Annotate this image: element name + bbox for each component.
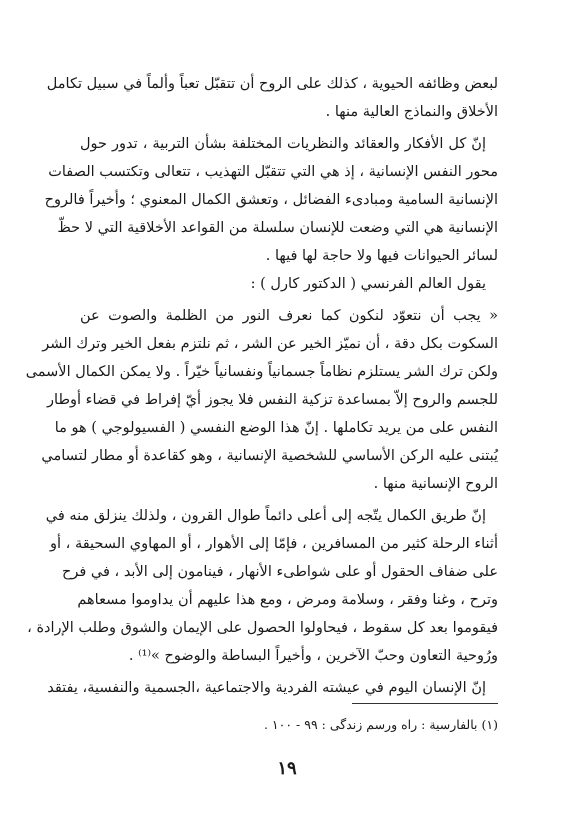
text-line: يُبتنى عليه الركن الأساسي للشخصية الإنسانية ، وهو كقاعدة أو مطار لتسامي: [41, 448, 498, 464]
text-line: لسائر الحيوانات فيها ولا حاجة لها فيها .: [265, 248, 498, 264]
footnote: (١) بالفارسية : راه ورسم زندگی : ٩٩ - ١٠٠ .: [263, 717, 498, 732]
text-line: إنّ الإنسان اليوم في عيشته الفردية والاجتماعية ،الجسمية والنفسية، يفتقد: [47, 680, 486, 696]
text-line: محور النفس الإنسانية ، إذ هي التي تتقبّل التهذيب ، تتعالى وتكتسب الصفات: [48, 164, 498, 180]
text-line: النفس على من يريد تكاملها . إنّ هذا الوضع النفسي ( الفسيولوجي ) هو ما: [54, 420, 498, 436]
text-line: الروح الإنسانية منها .: [373, 476, 498, 492]
text-line: الإنسانية السامية ومبادىء الفضائل ، وتعشق الكمال المعنوي ؛ وأخيراً فالروح: [44, 192, 498, 208]
text-line: الأخلاق والنماذج العالية منها .: [325, 104, 498, 120]
text-line: للجسم والروح إلاّ بمساعدة تزكية النفس فلا يجوز أيّ إفراط في قضاء أوطار: [47, 392, 498, 408]
page-number: ١٩: [277, 758, 297, 779]
text-line: فيقوموا بعد كل سقوط ، فيحاولوا الحصول على الإيمان والشوق وطلب الإرادة ،: [27, 620, 498, 636]
text-line: ورُوحية التعاون وحبّ الآخرين ، وأخيراً البساطة والوضوح »⁽¹⁾ .: [128, 648, 498, 664]
text-line: ولكن ترك الشر يستلزم نظاماً جسمانياً ونفسانياً خيّراً . ولا يمكن الكمال الأسمى: [25, 364, 498, 380]
text-line: لبعض وظائفه الحيوية ، كذلك على الروح أن تتقبّل تعباً وألماً في سبيل تكامل: [46, 76, 498, 92]
text-line: أثناء الرحلة كثير من المسافرين ، فإمّا إلى الأهوار ، أو المهاوي السحيقة ، أو: [50, 536, 498, 552]
text-line: السكوت بكل دقة ، أن نميّز الخير عن الشر ، ثم نلتزم بفعل الخير وترك الشر: [42, 336, 498, 352]
footnote-divider: [352, 703, 498, 704]
text-line: إنّ طريق الكمال يتّجه إلى أعلى دائماً طوال القرون ، ولذلك ينزلق منه في: [45, 508, 486, 524]
text-line: « يجب أن نتعوّد لنكون كما نعرف النور من الظلمة والصوت عن: [80, 308, 498, 324]
text-line: يقول العالم الفرنسي ( الدكتور كارل ) :: [250, 276, 486, 292]
text-line: على ضفاف الحقول أو على شواطىء الأنهار ، فينامون إلى الأبد ، في فرح: [62, 564, 498, 580]
text-line: وترح ، وغنا وفقر ، وسلامة ومرض ، ومع هذا عليهم أن يداوموا مسعاهم: [77, 592, 498, 608]
text-line: الإنسانية هي التي وضعت للإنسان سلسلة من القواعد الأخلاقية التي لا حظّ: [57, 220, 498, 236]
text-line: إنّ كل الأفكار والعقائد والنظريات المختلفة بشأن التربية ، تدور حول: [80, 136, 486, 152]
